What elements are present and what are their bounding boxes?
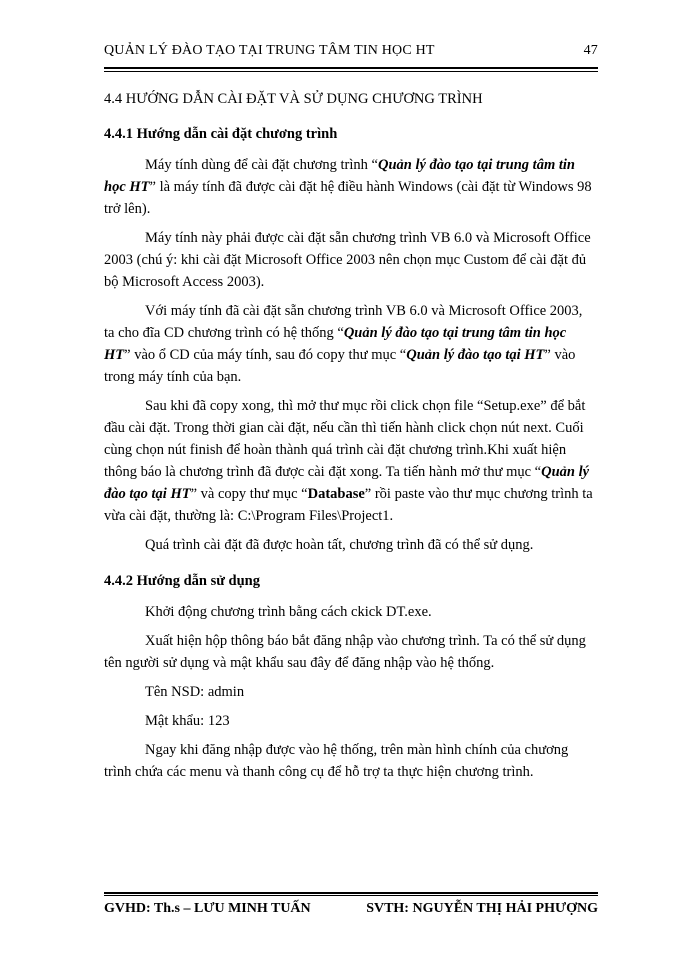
password-line: Mật khẩu: 123 bbox=[145, 713, 230, 729]
paragraph-usage-2: Xuất hiện hộp thông báo bắt đăng nhập vào chương trình. Ta có thể sử dụng tên người sử dụng và mật khẩu sau đây để đăng nhập vào hệ thống. bbox=[104, 633, 586, 671]
paragraph-install-1: Máy tính dùng để cài đặt chương trình “Quản lý đào tạo tại trung tâm tin học HT” là máy tính đã được cài đặt hệ điều hành Windows (cài đặt từ Windows 98 trở lên). bbox=[104, 157, 592, 217]
subsection-heading-usage: 4.4.2 Hướng dẫn sử dụng bbox=[104, 573, 260, 589]
paragraph-install-4: Sau khi đã copy xong, thì mở thư mục rồi click chọn file “Setup.exe” để bắt đầu cài đặt. Trong thời gian cài đặt, nếu cần thì tiến hành click chọn nút next. Cuối cùng chọn nút finish để hoàn thành quá trình cài đặt chương trình.Khi xuất hiện thông báo là chương trình đã được cài đặt xong. Ta tiến hành mở thư mục “Quản lý đào tạo tại HT” và copy thư mục “Database” rồi paste vào thư mục chương trình ta vừa cài đặt, thường là: C:\Program Files\Project1. bbox=[104, 398, 593, 524]
section-heading: 4.4 HƯỚNG DẪN CÀI ĐẶT VÀ SỬ DỤNG CHƯƠNG TRÌNH bbox=[104, 91, 483, 107]
paragraph-install-5: Quá trình cài đặt đã được hoàn tất, chương trình đã có thể sử dụng. bbox=[145, 537, 534, 553]
paragraph-install-2: Máy tính này phải được cài đặt sẵn chương trình VB 6.0 và Microsoft Office 2003 (chú ý: khi cài đặt Microsoft Office 2003 nên chọn mục Custom để cài đặt đủ bộ Microsoft Access 2003). bbox=[104, 230, 591, 290]
header-rule bbox=[104, 67, 598, 72]
page-body bbox=[104, 88, 594, 790]
paragraph-usage-1: Khởi động chương trình bằng cách ckick DT.exe. bbox=[145, 604, 432, 620]
username-line: Tên NSD: admin bbox=[145, 684, 245, 700]
page-number: 47 bbox=[583, 43, 598, 58]
paragraph-usage-5: Ngay khi đăng nhập được vào hệ thống, trên màn hình chính của chương trình chứa các menu và thanh công cụ để hỗ trợ ta thực hiện chương trình. bbox=[104, 742, 569, 780]
footer-student: SVTH: NGUYỄN THỊ HẢI PHƯỢNG bbox=[366, 901, 598, 916]
paragraph-install-3: Với máy tính đã cài đặt sẵn chương trình VB 6.0 và Microsoft Office 2003, ta cho đĩa CD chương trình có hệ thống “Quản lý đào tạo tại trung tâm tin học HT” vào ổ CD của máy tính, sau đó copy thư mục “Quản lý đào tạo tại HT” vào trong máy tính của bạn. bbox=[104, 303, 583, 385]
header-title: QUẢN LÝ ĐÀO TẠO TẠI TRUNG TÂM TIN HỌC HT bbox=[104, 43, 435, 58]
footer-supervisor: GVHD: Th.s – LƯU MINH TUẤN bbox=[104, 901, 311, 916]
subsection-heading-install: 4.4.1 Hướng dẫn cài đặt chương trình bbox=[104, 126, 338, 142]
footer-rule bbox=[104, 892, 598, 896]
